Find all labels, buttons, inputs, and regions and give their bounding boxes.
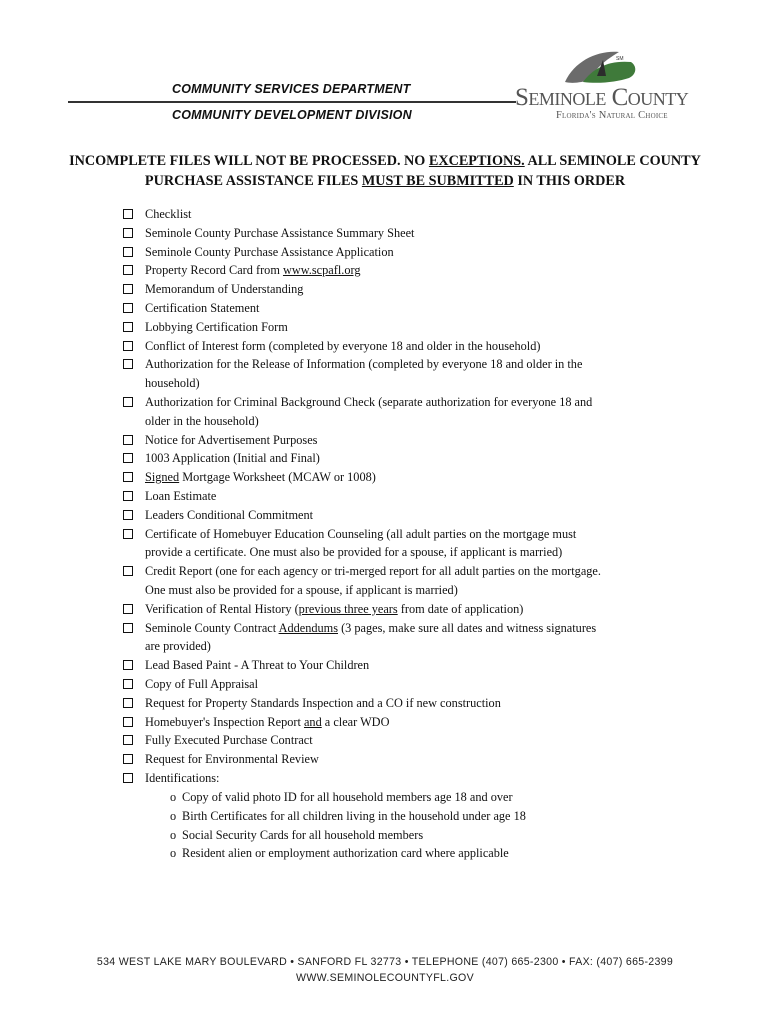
checkbox-icon[interactable] (123, 717, 133, 727)
checkbox-icon[interactable] (123, 341, 133, 351)
checklist-item-pre: Seminole County Contract (145, 620, 279, 635)
checklist-item (123, 280, 653, 299)
checklist-item-text: Seminole County Purchase Assistance Application (145, 244, 394, 259)
checkbox-icon[interactable] (123, 698, 133, 708)
checkbox-icon[interactable] (123, 303, 133, 313)
checklist-item-text: Loan Estimate (145, 488, 217, 503)
checklist-item-text: Seminole County Purchase Assistance Summary Sheet (145, 225, 415, 240)
checklist-item (123, 449, 653, 468)
checkbox-icon[interactable] (123, 284, 133, 294)
checklist-item-post: (3 pages, make sure all dates and witness signatures (338, 620, 597, 635)
checklist-item (123, 224, 653, 243)
checklist-item (123, 769, 653, 788)
bullet-icon: o (170, 808, 177, 823)
checklist-item-post: from date of application) (397, 601, 524, 616)
checklist-item-text: Request for Environmental Review (145, 752, 319, 767)
checklist-item (123, 750, 653, 769)
checklist-item (123, 675, 653, 694)
checklist-item-text: Credit Report (one for each agency or tri-merged report for all adult parties on the mortgage. (145, 564, 601, 579)
bullet-icon: o (170, 827, 177, 842)
checklist-item (123, 562, 653, 581)
checkbox-icon[interactable] (123, 566, 133, 576)
checklist-item-u: Signed (145, 470, 180, 485)
checklist-item (123, 600, 653, 619)
identification-item (170, 826, 526, 845)
footer-address: 534 WEST LAKE MARY BOULEVARD • SANFORD FL 32773 • TELEPHONE (407) 665-2300 • FAX: (407) 665-2399 (96, 956, 674, 968)
checklist-item-post: a clear WDO (321, 714, 390, 729)
checkbox-icon[interactable] (123, 679, 133, 689)
checklist-item (123, 355, 653, 374)
checkbox-icon[interactable] (123, 773, 133, 783)
identification-text: Social Security Cards for all household members (182, 827, 424, 842)
checklist-item-text: Memorandum of Understanding (145, 282, 304, 297)
identification-text: Birth Certificates for all children living in the household under age 18 (182, 808, 526, 823)
footer-website: WWW.SEMINOLECOUNTYFL.GOV (296, 972, 474, 984)
identification-item (170, 788, 526, 807)
submission-notice: INCOMPLETE FILES WILL NOT BE PROCESSED. NO EXCEPTIONS. ALL SEMINOLE COUNTY PURCHASE ASSISTANCE FILES MUST BE SUBMITTED IN THIS ORDER (69, 153, 701, 189)
checklist-item-text: Authorization for the Release of Information (completed by everyone 18 and older in the (145, 357, 583, 372)
checklist-item-u: and (303, 714, 322, 729)
checkbox-icon[interactable] (123, 397, 133, 407)
identification-text: Copy of valid photo ID for all household members age 18 and over (182, 790, 513, 804)
checklist-item (123, 694, 653, 713)
checklist-item-pre: Property Record Card from (145, 263, 283, 278)
checklist-item (123, 205, 653, 224)
checkbox-icon[interactable] (123, 209, 133, 219)
checklist-item (123, 487, 653, 506)
checklist-item-pre: Verification of Rental History ( (145, 601, 299, 616)
checkbox-icon[interactable] (123, 435, 133, 445)
checkbox-icon[interactable] (123, 623, 133, 633)
checklist-item-text: Fully Executed Purchase Contract (145, 733, 313, 748)
checkbox-icon[interactable] (123, 735, 133, 745)
checklist-item (123, 299, 653, 318)
logo-wordmark: Seminole County (515, 84, 689, 111)
checklist-item-continuation: are provided) (145, 639, 211, 654)
division-title: COMMUNITY DEVELOPMENT DIVISION (172, 108, 412, 122)
checklist-item (123, 393, 653, 412)
bullet-icon: o (170, 790, 177, 804)
checklist-item-text: Copy of Full Appraisal (145, 676, 259, 691)
checkbox-icon[interactable] (123, 510, 133, 520)
checklist-item (123, 243, 653, 262)
checklist-item-continuation: older in the household) (145, 413, 259, 428)
checklist-item-text: Certification Statement (145, 300, 260, 315)
checklist-item (123, 337, 653, 356)
checklist-item (123, 468, 653, 487)
checklist-item-continuation: One must also be provided for a spouse, if applicant is married) (145, 582, 458, 597)
checkbox-icon[interactable] (123, 359, 133, 369)
checklist-item-u: Addendums (278, 620, 338, 635)
checkbox-icon[interactable] (123, 265, 133, 275)
logo-sm-mark: SM (616, 56, 624, 62)
department-title: COMMUNITY SERVICES DEPARTMENT (172, 82, 411, 96)
header-divider (68, 101, 516, 103)
checklist-item-text: Request for Property Standards Inspection and a CO if new construction (145, 695, 501, 710)
checklist-item (123, 525, 653, 544)
checkbox-icon[interactable] (123, 322, 133, 332)
identifications-list (170, 788, 526, 863)
checkbox-icon[interactable] (123, 247, 133, 257)
checklist-item (123, 506, 653, 525)
checklist-item (123, 431, 653, 450)
checkbox-icon[interactable] (123, 604, 133, 614)
checklist-item-text: Authorization for Criminal Background Check (separate authorization for everyone 18 and (145, 394, 593, 409)
checklist-item-text: Notice for Advertisement Purposes (145, 432, 318, 447)
checklist-item (123, 656, 653, 675)
checklist-item (123, 713, 653, 732)
checklist-item-text: Identifications: (145, 770, 220, 785)
checkbox-icon[interactable] (123, 472, 133, 482)
identification-item (170, 844, 526, 863)
checklist-item-continuation: provide a certificate. One must also be provided for a spouse, if applicant is married) (145, 545, 563, 560)
checklist-item-u: previous three years (298, 601, 398, 616)
checklist-item-text: Leaders Conditional Commitment (145, 507, 314, 522)
checklist-item-link: www.scpafl.org (282, 263, 361, 278)
checklist-item-pre: Homebuyer's Inspection Report (145, 714, 304, 729)
bullet-icon: o (170, 846, 177, 861)
checklist-item-text: Lobbying Certification Form (145, 319, 288, 334)
checklist-item-text: Lead Based Paint - A Threat to Your Children (145, 658, 370, 673)
checklist-item-text: Conflict of Interest form (completed by everyone 18 and older in the household) (145, 338, 541, 353)
checkbox-icon[interactable] (123, 754, 133, 764)
checklist-item-continuation: household) (145, 376, 200, 391)
checkbox-icon[interactable] (123, 453, 133, 463)
checklist-item-text: Checklist (145, 207, 192, 221)
checklist-item (123, 318, 653, 337)
checklist-item (123, 731, 653, 750)
checklist-item-post: Mortgage Worksheet (MCAW or 1008) (179, 470, 376, 485)
checklist-item-text: Certificate of Homebuyer Education Counseling (all adult parties on the mortgage must (145, 526, 577, 541)
document-checklist (123, 205, 653, 788)
checkbox-icon[interactable] (123, 529, 133, 539)
identification-item (170, 807, 526, 826)
checklist-item (123, 619, 653, 638)
checklist-item (123, 261, 653, 280)
logo-tagline: Florida's Natural Choice (556, 110, 668, 121)
checkbox-icon[interactable] (123, 228, 133, 238)
identification-text: Resident alien or employment authorization card where applicable (182, 846, 509, 861)
checkbox-icon[interactable] (123, 660, 133, 670)
checkbox-icon[interactable] (123, 491, 133, 501)
checklist-item-text: 1003 Application (Initial and Final) (145, 451, 320, 466)
